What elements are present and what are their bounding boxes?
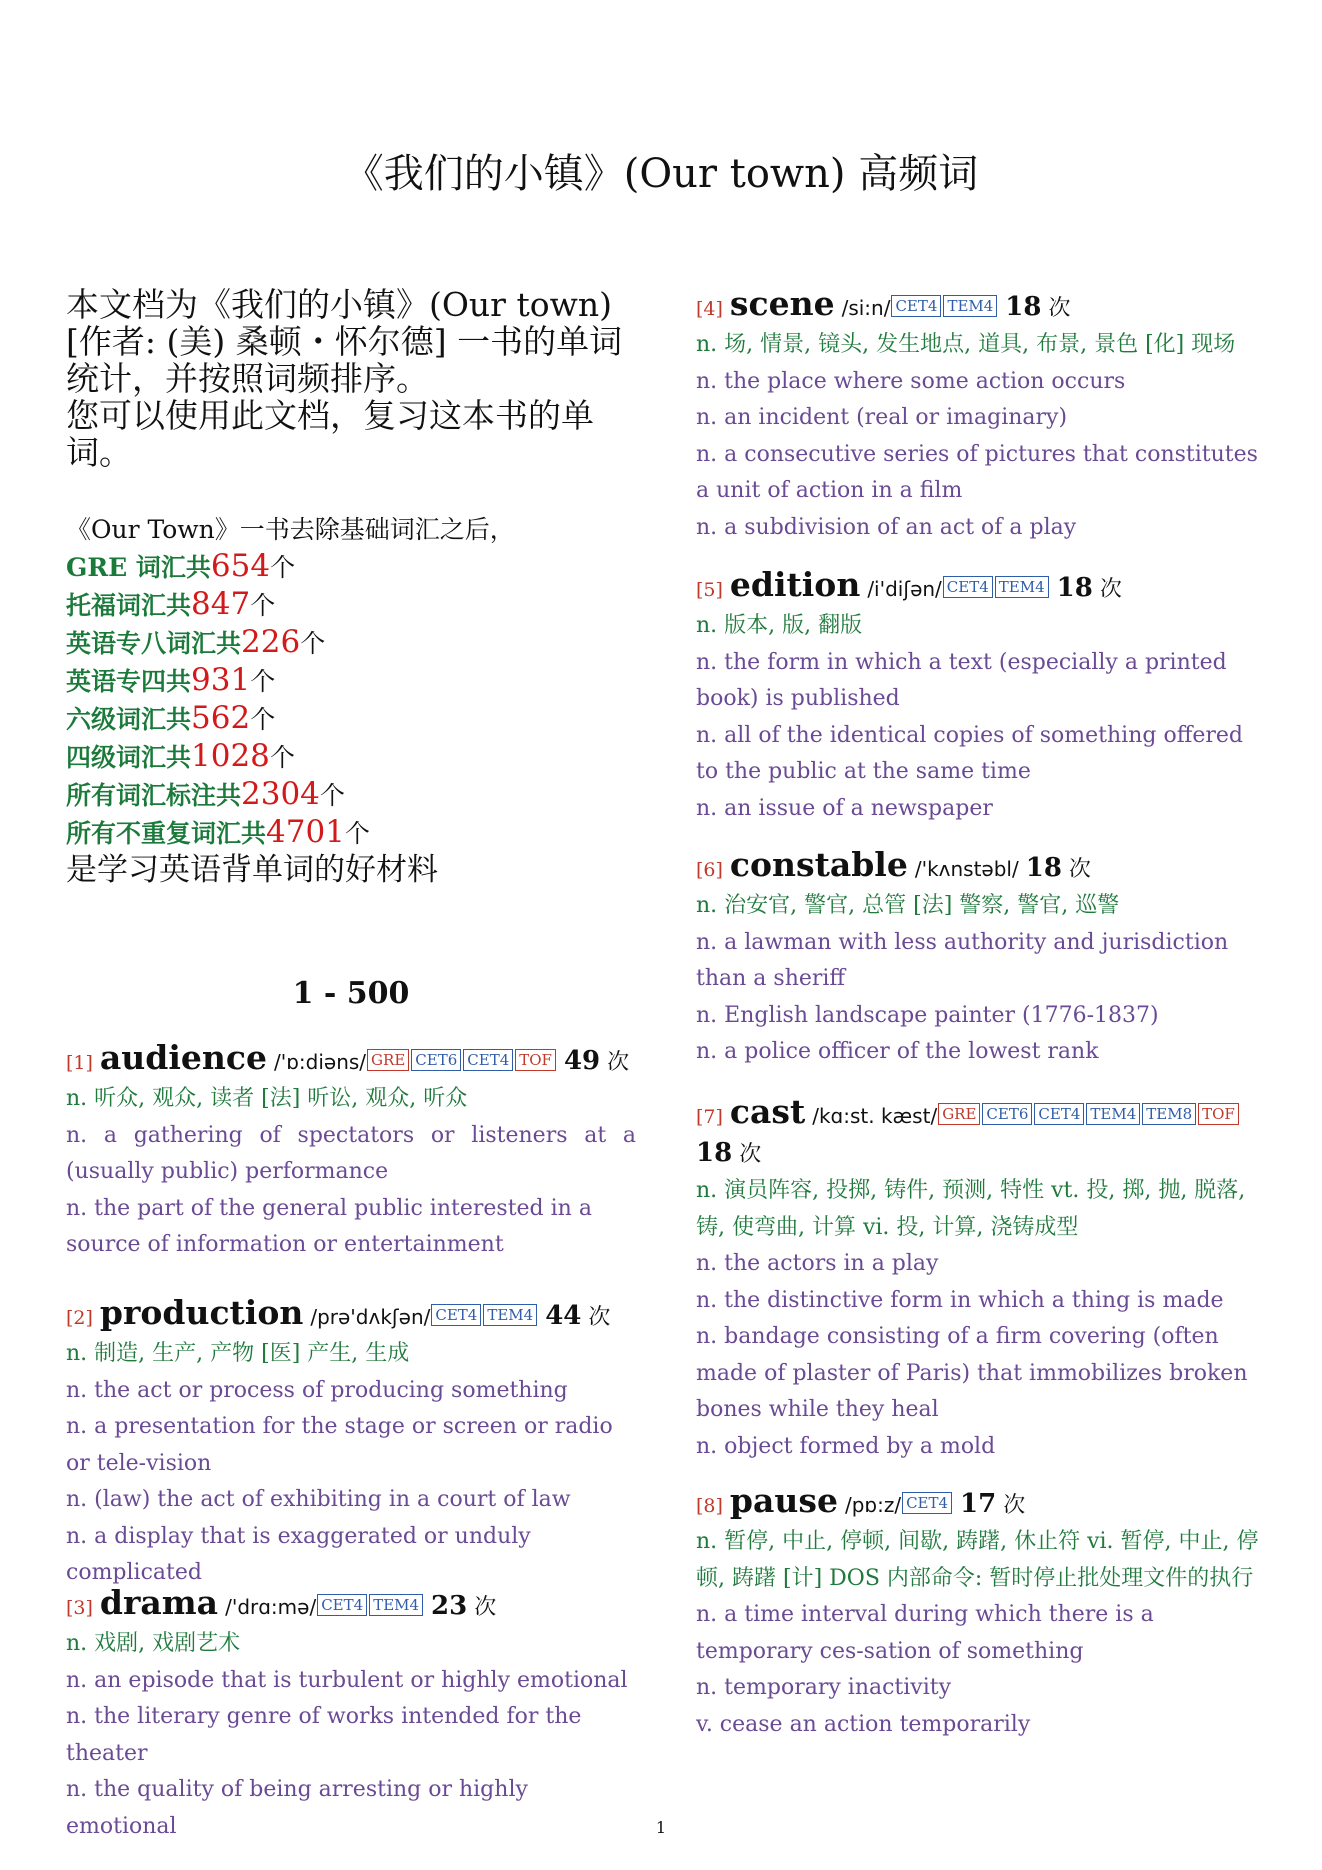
stat-unit: 个 [269,743,295,772]
stat-count: 654 [210,548,271,584]
exam-tag: CET4 [431,1304,481,1326]
entry-head [696,847,1266,888]
phonetic: /'drɑ:mə/ [225,1595,317,1619]
definition: n. a gathering of spectators or listeners at a (usually public) performance [66,1122,636,1184]
frequency-unit: 次 [1048,296,1071,321]
entry-head [66,1295,636,1336]
entry-head [66,1585,636,1626]
definition: n. (law) the act of exhibiting in a court of law [66,1487,571,1512]
intro-line-2: 您可以使用此文档，复习这本书的单词。 [66,396,594,472]
stat-unit: 个 [250,667,276,696]
stat-line [66,776,636,814]
stat-line [66,586,636,624]
definition: n. 治安官, 警官, 总管 [法] 警察, 警官, 巡警 [696,893,1120,918]
entry-index: [3] [66,1597,93,1619]
exam-tag: CET6 [982,1103,1032,1125]
stat-count: 931 [191,662,251,698]
exam-tag: TEM4 [483,1304,537,1326]
definition: n. 演员阵容, 投掷, 铸件, 预测, 特性 vt. 投, 掷, 抛, 脱落, 铸, 使弯曲, 计算 vi. 投, 计算, 浇铸成型 [696,1178,1246,1240]
phonetic: /kɑ:st. kæst/ [812,1104,938,1128]
entry-index: [7] [696,1106,723,1128]
definition: n. 场, 情景, 镜头, 发生地点, 道具, 布景, 景色 [化] 现场 [696,332,1236,357]
stat-name: 六级词汇共 [66,705,192,734]
entry-head-cont [696,1135,1266,1173]
stat-line [66,700,636,738]
page-title: 《我们的小镇》(Our town) 高频词 [343,151,979,197]
stat-name: 英语专八词汇共 [66,629,242,658]
definition: n. English landscape painter (1776-1837) [696,1002,1159,1028]
exam-tag: GRE [367,1049,409,1071]
exam-tag: CET6 [411,1049,461,1071]
word-entry [696,286,1266,546]
stat-count: 1028 [191,738,270,774]
phonetic: /prə'dʌkʃən/ [310,1305,431,1329]
exam-tag: CET4 [463,1049,513,1071]
frequency-count: 17 [960,1489,997,1519]
definition: n. 听众, 观众, 读者 [法] 听讼, 观众, 听众 [66,1086,468,1111]
entry-index: [1] [66,1052,93,1074]
definition: n. a presentation for the stage or screen or radio or tele-vision [66,1414,613,1476]
phonetic: /pɒ:z/ [844,1493,902,1517]
entry-head [66,1040,636,1081]
stat-count: 226 [241,624,301,660]
word-entry [66,1295,636,1592]
stat-count: 847 [191,586,251,622]
frequency-unit: 次 [1068,857,1091,882]
range-heading: 1 - 500 [292,976,410,1011]
entry-index: [4] [696,298,723,320]
phonetic: /'ɒ:diəns/ [273,1050,367,1074]
headword: pause [729,1481,838,1520]
page-number: 1 [655,1818,667,1837]
definition: n. a subdivision of an act of a play [696,514,1077,540]
definition: n. the quality of being arresting or highly emotional [66,1777,528,1839]
definition: n. an issue of a newspaper [696,795,993,821]
stat-name: 托福词汇共 [66,591,192,620]
stat-count: 4701 [266,814,345,850]
stat-count: 2304 [241,776,320,812]
definition: n. the place where some action occurs [696,368,1126,394]
frequency-unit: 次 [1003,1493,1026,1518]
headword: audience [99,1038,267,1077]
exam-tag: CET4 [317,1594,367,1616]
headword: scene [729,284,835,323]
headword: constable [729,845,908,884]
frequency-count: 23 [431,1591,468,1621]
stat-unit: 个 [300,629,326,658]
entry-head [696,286,1266,327]
stat-unit: 个 [250,591,276,620]
stats-lead: 《Our Town》一书去除基础词汇之后， [66,515,515,544]
frequency-unit: 次 [607,1050,630,1075]
phonetic: /si:n/ [841,296,891,320]
definition: n. the act or process of producing something [66,1377,568,1403]
definition: n. the part of the general public interested in a source of information or entertainment [66,1195,592,1257]
stat-line [66,624,636,662]
stat-name: 所有不重复词汇共 [66,819,267,848]
phonetic: /i'diʃən/ [867,577,942,601]
entry-index: [8] [696,1495,723,1517]
exam-tag: TOF [515,1049,556,1071]
intro-text [66,286,636,471]
stat-unit: 个 [250,705,276,734]
word-entry [696,1483,1266,1743]
frequency-count: 18 [1005,292,1042,322]
intro-line-1: 本文档为《我们的小镇》(Our town)[作者: (美) 桑顿・怀尔德] 一书的单词统计，并按照词频排序。 [66,285,623,398]
exam-tag: CET4 [943,576,993,598]
stat-line [66,738,636,776]
frequency-count: 44 [545,1301,582,1331]
definition: n. an incident (real or imaginary) [696,405,1068,430]
frequency-count: 18 [1025,853,1062,883]
definition: n. bandage consisting of a firm covering (often made of plaster of Paris) that immobilizes broken bones while they heal [696,1324,1248,1422]
definition: n. 暂停, 中止, 停顿, 间歇, 踌躇, 休止符 vi. 暂停, 中止, 停顿, 踌躇 [计] DOS 内部命令: 暂时停止批处理文件的执行 [696,1529,1259,1591]
definition: n. an episode that is turbulent or highly emotional [66,1667,628,1693]
stat-unit: 个 [270,553,296,582]
definition: n. object formed by a mold [696,1433,996,1459]
headword: edition [729,565,861,604]
phonetic: /'kʌnstəbl/ [914,857,1019,881]
exam-tag: TEM4 [369,1594,423,1616]
word-entry [66,1585,636,1845]
exam-tag: CET4 [902,1492,952,1514]
definition: n. a lawman with less authority and jurisdiction than a sheriff [696,929,1229,991]
stat-name: 所有词汇标注共 [66,781,242,810]
exam-tag: CET4 [1034,1103,1084,1125]
exam-tag: TEM4 [995,576,1049,598]
definition: v. cease an action temporarily [696,1711,1031,1737]
stat-unit: 个 [344,819,370,848]
word-entry [696,567,1266,827]
exam-tag: TOF [1198,1103,1239,1125]
entry-head [696,1483,1266,1524]
stat-name: 英语专四共 [66,667,192,696]
entry-head [696,567,1266,608]
frequency-count: 49 [563,1046,601,1076]
definition: n. 戏剧, 戏剧艺术 [66,1631,241,1656]
entry-index: [2] [66,1307,93,1329]
frequency-unit: 次 [588,1305,611,1330]
exam-tag: CET4 [891,295,941,317]
frequency-unit: 次 [474,1595,497,1620]
definition: n. a police officer of the lowest rank [696,1039,1099,1064]
headword: drama [99,1583,219,1622]
stat-name: 四级词汇共 [66,743,192,772]
exam-tag: TEM4 [1086,1103,1140,1125]
definition: n. 版本, 版, 翻版 [696,613,863,638]
definition: n. temporary inactivity [696,1675,952,1700]
frequency-unit: 次 [739,1142,762,1167]
definition: n. a time interval during which there is a temporary ces-sation of something [696,1602,1154,1664]
definition: n. 制造, 生产, 产物 [医] 产生, 生成 [66,1341,410,1366]
exam-tag: GRE [938,1103,980,1125]
exam-tag: TEM8 [1142,1103,1196,1125]
definition: n. a consecutive series of pictures that constitutes a unit of action in a film [696,441,1258,503]
stat-line [66,814,636,852]
frequency-unit: 次 [1099,577,1122,602]
headword: cast [729,1092,806,1131]
word-entry [66,1040,636,1264]
stats-tail: 是学习英语背单词的好材料 [66,852,438,888]
stat-line [66,662,636,700]
definition: n. the distinctive form in which a thing is made [696,1287,1224,1313]
vocab-stats [66,512,636,888]
entry-index: [5] [696,579,723,601]
definition: n. the actors in a play [696,1251,939,1276]
stat-count: 562 [191,700,251,736]
stat-unit: 个 [319,781,345,810]
entry-head [696,1094,1266,1135]
definition: n. the literary genre of works intended for the theater [66,1704,582,1766]
stat-name: GRE 词汇共 [66,553,211,582]
entry-index: [6] [696,859,723,881]
definition: n. the form in which a text (especially a printed book) is published [696,649,1227,711]
frequency-count: 18 [696,1138,733,1168]
stat-line [66,548,636,586]
headword: production [99,1293,304,1332]
exam-tag: TEM4 [943,295,997,317]
definition: n. all of the identical copies of something offered to the public at the same time [696,722,1243,784]
definition: n. a display that is exaggerated or unduly complicated [66,1523,531,1585]
word-entry [696,1094,1266,1465]
frequency-count: 18 [1056,573,1093,603]
word-entry [696,847,1266,1071]
